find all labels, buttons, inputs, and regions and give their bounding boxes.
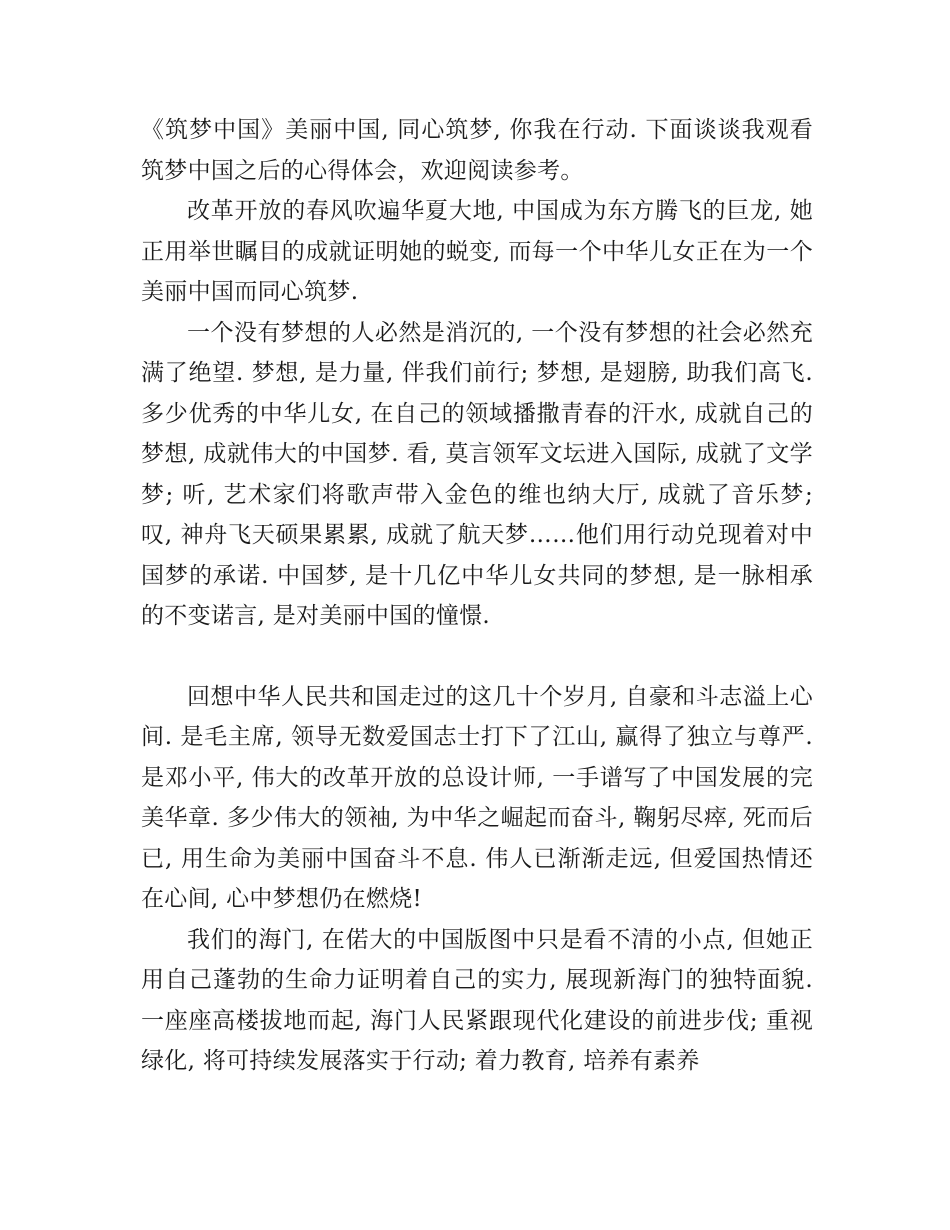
paragraph-spacer — [141, 637, 813, 677]
body-paragraph: 回想中华人民共和国走过的这几十个岁月, 自豪和斗志溢上心间. 是毛主席, 领导无数爱国志士打下了江山, 赢得了独立与尊严. 是邓小平, 伟大的改革开放的总设计师, 一手谱写了中国发展的完美华章. 多少伟大的领袖, 为中华之崛起而奋斗, 鞠躬尽瘁, 死而后已, 用生命为美丽中国奋斗不息. 伟人已渐渐走远, 但爱国热情还在心间, 心中梦想仍在燃烧! — [141, 683, 813, 912]
body-paragraph: 改革开放的春风吹遍华夏大地, 中国成为东方腾飞的巨龙, 她正用举世瞩目的成就证明她的蜕变, 而每一个中华儿女正在为一个美丽中国而同心筑梦. — [141, 198, 813, 305]
intro-paragraph: 《筑梦中国》美丽中国, 同心筑梦, 你我在行动. 下面谈谈我观看筑梦中国之后的心得体会，欢迎阅读参考。 — [141, 117, 813, 184]
document-page — [141, 110, 813, 1082]
body-paragraph: 我们的海门, 在偌大的中国版图中只是看不清的小点, 但她正用自己蓬勃的生命力证明着自己的实力, 展现新海门的独特面貌. 一座座高楼拔地而起, 海门人民紧跟现代化建设的前进步伐; 重视绿化, 将可持续发展落实于行动; 着力教育, 培养有素养 — [141, 926, 813, 1074]
body-paragraph: 一个没有梦想的人必然是消沉的, 一个没有梦想的社会必然充满了绝望. 梦想, 是力量, 伴我们前行; 梦想, 是翅膀, 助我们高飞. 多少优秀的中华儿女, 在自己的领域播撒青春的汗水, 成就自己的梦想, 成就伟大的中国梦. 看, 莫言领军文坛进入国际, 成就了文学梦; 听, 艺术家们将歌声带入金色的维也纳大厅, 成就了音乐梦; 叹, 神舟飞天硕果累累, 成就了航天梦……他们用行动兑现着对中国梦的承诺. 中国梦, 是十几亿中华儿女共同的梦想, 是一脉相承的不变诺言, 是对美丽中国的憧憬. — [141, 319, 813, 629]
